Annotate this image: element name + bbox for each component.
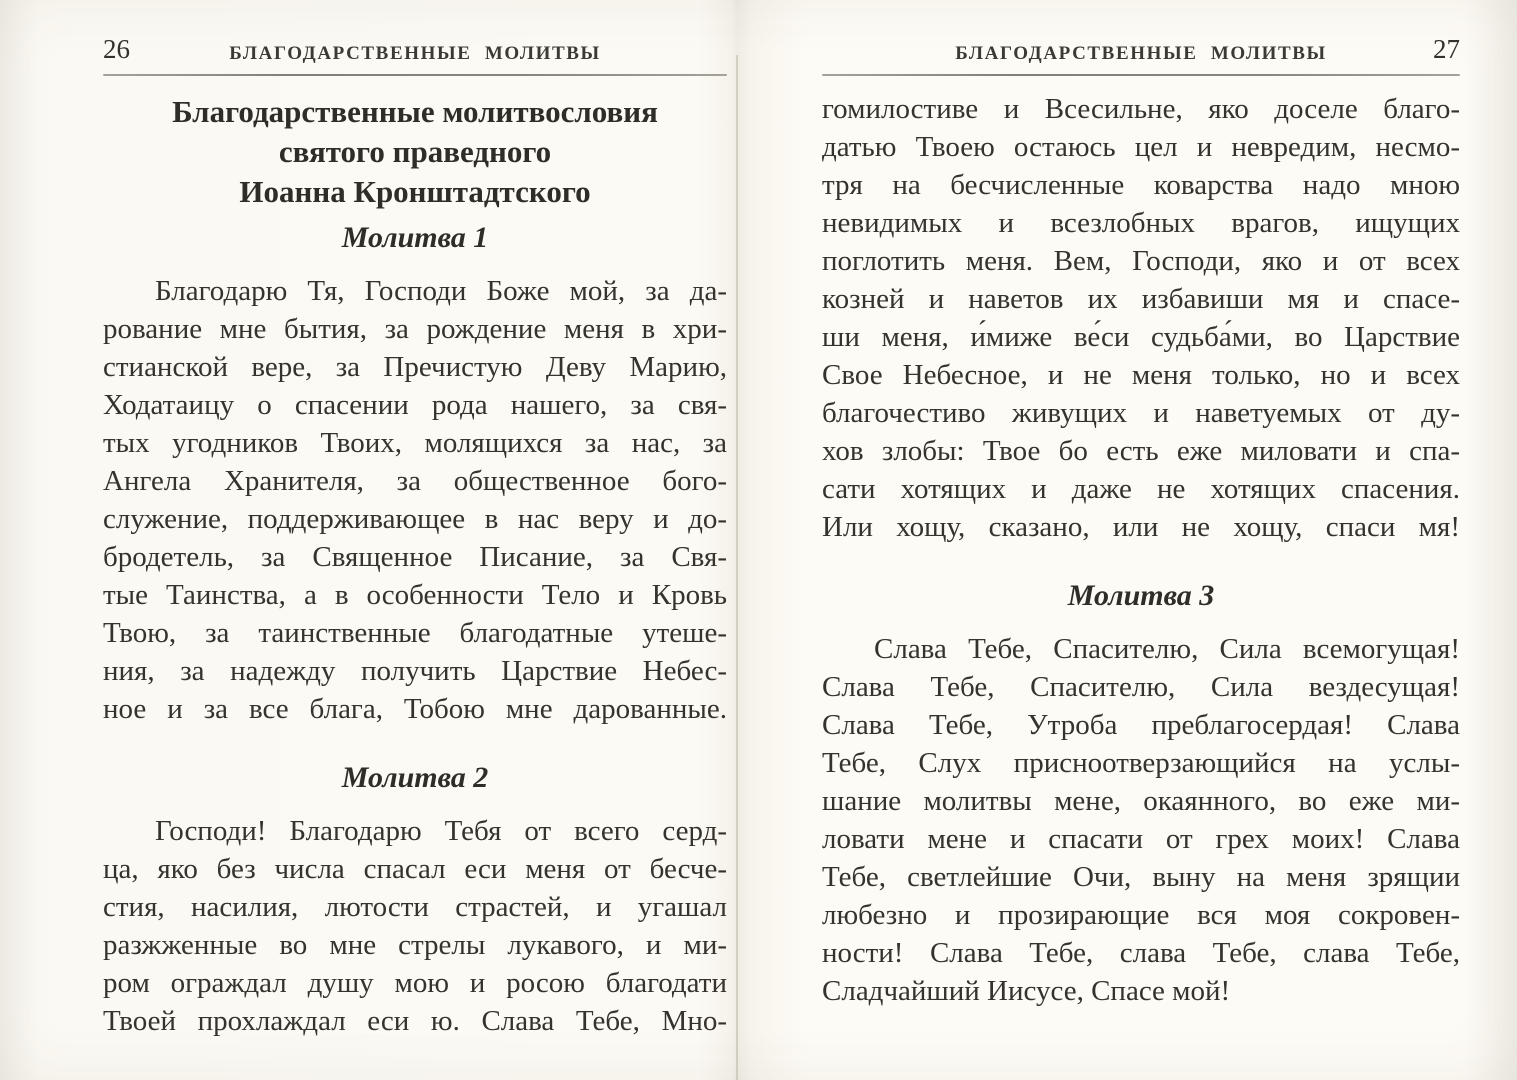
text-line: Твою, за таинственные благодатные утеше- (103, 617, 727, 649)
text-line: стия, насилия, лютости страстей, и угашал (103, 891, 727, 923)
text-line: разжженные во мне стрелы лукавого, и ми- (103, 929, 727, 961)
paragraph (822, 90, 1460, 546)
text-line: ловати мене и спасати от грех моих! Слава (822, 823, 1460, 855)
text-line: сати хотящих и даже не хотящих спасения. (822, 473, 1460, 505)
text-line: тря на бесчисленные коварства надо мною (822, 169, 1460, 201)
text-line: ное и за все блага, Тобою мне дарованные. (103, 693, 727, 725)
text-line: Слава Тебе, Утроба преблагосердая! Слава (822, 709, 1460, 741)
text-line: ром ограждал душу мою и росою благодати (103, 967, 727, 999)
running-header: БЛАГОДАРСТВЕННЫЕ МОЛИТВЫ (229, 43, 601, 64)
paragraph (103, 272, 727, 728)
text-line: Свое Небесное, и не меня только, но и всех (822, 359, 1460, 391)
text-line: ности! Слава Тебе, слава Тебе, слава Тебе, (822, 937, 1460, 969)
text-line: Господи! Благодарю Тебя от всего серд- (155, 815, 727, 847)
page-26 (0, 0, 737, 1080)
text-line: ца, яко без числа спасал еси меня от бесче- (103, 853, 727, 885)
text-line: тых угодников Твоих, молящихся за нас, за (103, 427, 727, 459)
page-body (103, 76, 727, 1040)
text-line: бродетель, за Священное Писание, за Свя- (103, 541, 727, 573)
text-line: Твоей прохлаждал еси ю. Слава Тебе, Мно- (103, 1005, 727, 1037)
text-line: козней и наветов их избавиши мя и спасе- (822, 283, 1460, 315)
title-line: Благодарственные молитвословия (172, 94, 658, 129)
text-line: ния, за надежду получить Царствие Небес- (103, 655, 727, 687)
prayer-heading: Молитва 3 (1067, 579, 1215, 612)
text-line: рование мне бытия, за рождение меня в хри- (103, 313, 727, 345)
text-line: ши меня, и́миже ве́си судьба́ми, во Царствие (822, 321, 1460, 353)
text-line: Тебе, светлейшие Очи, выну на меня зрящии (822, 861, 1460, 893)
text-line: поглотить меня. Вем, Господи, яко и от всех (822, 245, 1460, 277)
text-line: Ангела Хранителя, за общественное бого- (103, 465, 727, 497)
prayer-heading: Молитва 1 (341, 221, 489, 254)
text-line: любезно и прозирающие вся моя сокровен- (822, 899, 1460, 931)
text-line: Тебе, Слух присноотверзающийся на услы- (822, 747, 1460, 779)
running-header-row (822, 36, 1460, 68)
text-line: шание молитвы мене, окаянного, во еже ми- (822, 785, 1460, 817)
page-number: 26 (103, 34, 130, 64)
prayer-heading: Молитва 2 (341, 761, 489, 794)
text-line: Слава Тебе, Спасителю, Сила вездесущая! (822, 671, 1460, 703)
text-line: Слава Тебе, Спасителю, Сила всемогущая! (874, 633, 1460, 665)
text-line: гомилостиве и Всесильне, яко доселе благо- (822, 93, 1460, 125)
page-27 (737, 0, 1517, 1080)
text-line: невидимых и всезлобных врагов, ищущих (822, 207, 1460, 239)
text-line: служение, поддерживающее в нас веру и до- (103, 503, 727, 535)
page-body (822, 76, 1460, 1010)
paragraph (103, 812, 727, 1040)
running-header-row (103, 36, 727, 68)
text-line: Сладчайший Иисусе, Спасе мой! (822, 975, 1231, 1007)
text-line: датью Твоею остаюсь цел и невредим, несмо- (822, 131, 1460, 163)
title-line: святого праведного (278, 134, 552, 169)
paragraph (822, 630, 1460, 1010)
text-line: Ходатаицу о спасении рода нашего, за свя- (103, 389, 727, 421)
title-line: Иоанна Кронштадтского (239, 174, 591, 209)
text-line: стианской вере, за Пречистую Деву Марию, (103, 351, 727, 383)
text-line: хов злобы: Твое бо есть еже миловати и спа- (822, 435, 1460, 467)
text-line: благочестиво живущих и наветуемых от ду- (822, 397, 1460, 429)
page-number: 27 (1433, 34, 1460, 64)
running-header: БЛАГОДАРСТВЕННЫЕ МОЛИТВЫ (955, 43, 1327, 64)
section-title (103, 92, 727, 212)
text-line: Или хощу, сказано, или не хощу, спаси мя! (822, 511, 1460, 543)
text-line: Благодарю Тя, Господи Боже мой, за да- (155, 275, 727, 307)
text-line: тые Таинства, а в особенности Тело и Кровь (103, 579, 727, 611)
